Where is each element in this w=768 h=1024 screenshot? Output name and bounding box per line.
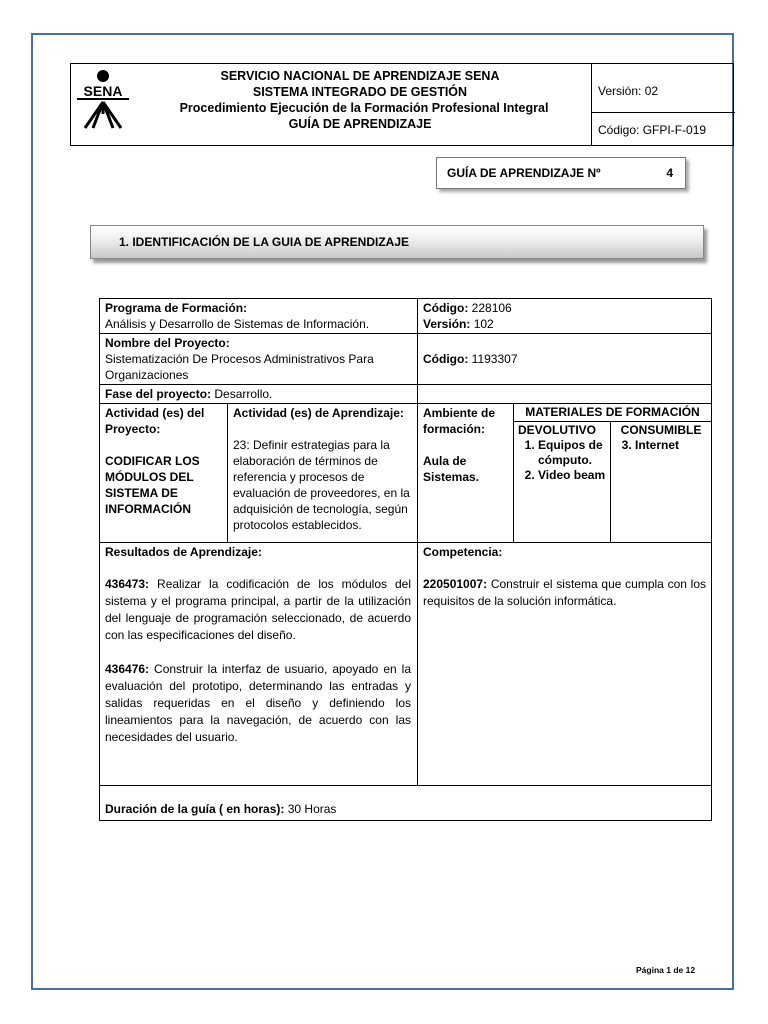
table-row [100, 786, 712, 821]
competencia-cell [418, 543, 712, 786]
version-label: Versión: [423, 317, 471, 331]
document-header [70, 63, 734, 146]
proyecto-cell [100, 334, 418, 385]
competencia-text: Construir el sistema que cumpla con los requisitos de la solución informática. [423, 577, 706, 608]
proyecto-value: Sistematización De Procesos Administrativos Para Organizaciones [105, 352, 374, 382]
programa-value: Análisis y Desarrollo de Sistemas de Información. [105, 317, 370, 331]
header-title-block [129, 68, 591, 132]
list-item: 3. Internet [635, 438, 707, 453]
resultado-1-text: Realizar la codificación de los módulos del sistema y el programa principal, a partir de la utilización del lenguaje de programación seleccionado, de acuerdo con las especificaciones del diseño. [105, 577, 411, 642]
version-value: 102 [473, 317, 494, 331]
actividad-proyecto-label: Actividad (es) del Proyecto: [105, 406, 205, 436]
header-line-4: GUÍA DE APRENDIZAJE [288, 117, 432, 131]
proyecto-label: Nombre del Proyecto: [105, 336, 230, 350]
header-meta [591, 64, 735, 145]
fase-cell [100, 385, 418, 404]
table-row [100, 299, 712, 334]
page-number: Página 1 de 12 [636, 965, 696, 975]
programa-label: Programa de Formación: [105, 301, 248, 315]
ambiente-value: Aula de Sistemas. [423, 454, 480, 484]
actividad-proyecto-cell [100, 404, 228, 543]
consumible-list [615, 438, 707, 453]
actividad-proyecto-value: CODIFICAR LOS MÓDULOS DEL SISTEMA DE INFORMACIÓN [105, 454, 200, 516]
actividad-aprendizaje-label: Actividad (es) de Aprendizaje: [233, 406, 404, 420]
resultado-2-code: 436476: [105, 662, 150, 676]
duracion-value: 30 Horas [287, 802, 337, 816]
programa-cell [100, 299, 418, 334]
codigo-proyecto-value: 1193307 [471, 352, 518, 366]
identification-table [99, 298, 712, 821]
devolutivo-cell [514, 422, 611, 543]
devolutivo-label: DEVOLUTIVO [518, 423, 597, 437]
materiales-cell [514, 404, 712, 543]
codigo-programa-value: 228106 [471, 301, 512, 315]
guide-number-box [436, 157, 686, 189]
svg-text:SENA: SENA [83, 83, 123, 99]
actividad-aprendizaje-value: 23: Definir estrategias para la elaboración de términos de referencia y procesos de evaluación de proveedores, en la adquisición de tecnología, según protocolos establecidos. [233, 438, 410, 532]
section-heading [90, 225, 704, 259]
header-line-2: SISTEMA INTEGRADO DE GESTIÓN [252, 85, 468, 99]
table-row [100, 385, 712, 404]
materiales-label: MATERIALES DE FORMACIÓN [514, 404, 711, 422]
competencia-label: Competencia: [423, 545, 503, 559]
list-item: 2. Video beam [538, 468, 606, 483]
table-row [100, 334, 712, 385]
codigo-proyecto-label: Código: [423, 352, 469, 366]
resultado-1-code: 436473: [105, 577, 150, 591]
duracion-label: Duración de la guía ( en horas): [105, 802, 285, 816]
table-row [100, 543, 712, 786]
ambiente-label: Ambiente de formación: [423, 406, 496, 436]
resultados-cell [100, 543, 418, 786]
consumible-label: CONSUMIBLE [620, 423, 702, 437]
sena-logo-icon [75, 68, 131, 132]
actividad-aprendizaje-cell [228, 404, 418, 543]
devolutivo-list [518, 438, 606, 483]
codigo-programa-cell [418, 299, 712, 334]
section-title: 1. IDENTIFICACIÓN DE LA GUIA DE APRENDIZAJE [119, 235, 410, 249]
resultado-2-text: Construir la interfaz de usuario, apoyado en la evaluación del prototipo, determinando las entradas y salidas requeridas en el diseño y definiendo los lineamientos para la navegación, de acuerdo con las necesidades del usuario. [105, 662, 411, 744]
codigo-proyecto-cell [418, 334, 712, 385]
header-meta-divider [592, 112, 735, 113]
resultados-label: Resultados de Aprendizaje: [105, 545, 262, 559]
duracion-cell [100, 786, 712, 821]
list-item: 1. Equipos de cómputo. [538, 438, 606, 468]
empty-cell [418, 385, 712, 404]
header-line-1: SERVICIO NACIONAL DE APRENDIZAJE SENA [220, 69, 500, 83]
guide-number-label: GUÍA DE APRENDIZAJE Nº [447, 166, 601, 180]
consumible-cell [611, 422, 712, 543]
guide-number-value: 4 [666, 166, 673, 180]
header-code: Código: GFPI-F-019 [598, 123, 707, 137]
header-line-3: Procedimiento Ejecución de la Formación Profesional Integral [179, 101, 549, 115]
codigo-programa-label: Código: [423, 301, 469, 315]
table-row [100, 404, 712, 543]
competencia-code: 220501007: [423, 577, 488, 591]
header-version: Versión: 02 [598, 84, 659, 98]
fase-value: Desarrollo. [214, 387, 273, 401]
materiales-table [514, 404, 711, 542]
fase-label: Fase del proyecto: [105, 387, 212, 401]
ambiente-cell [418, 404, 514, 543]
